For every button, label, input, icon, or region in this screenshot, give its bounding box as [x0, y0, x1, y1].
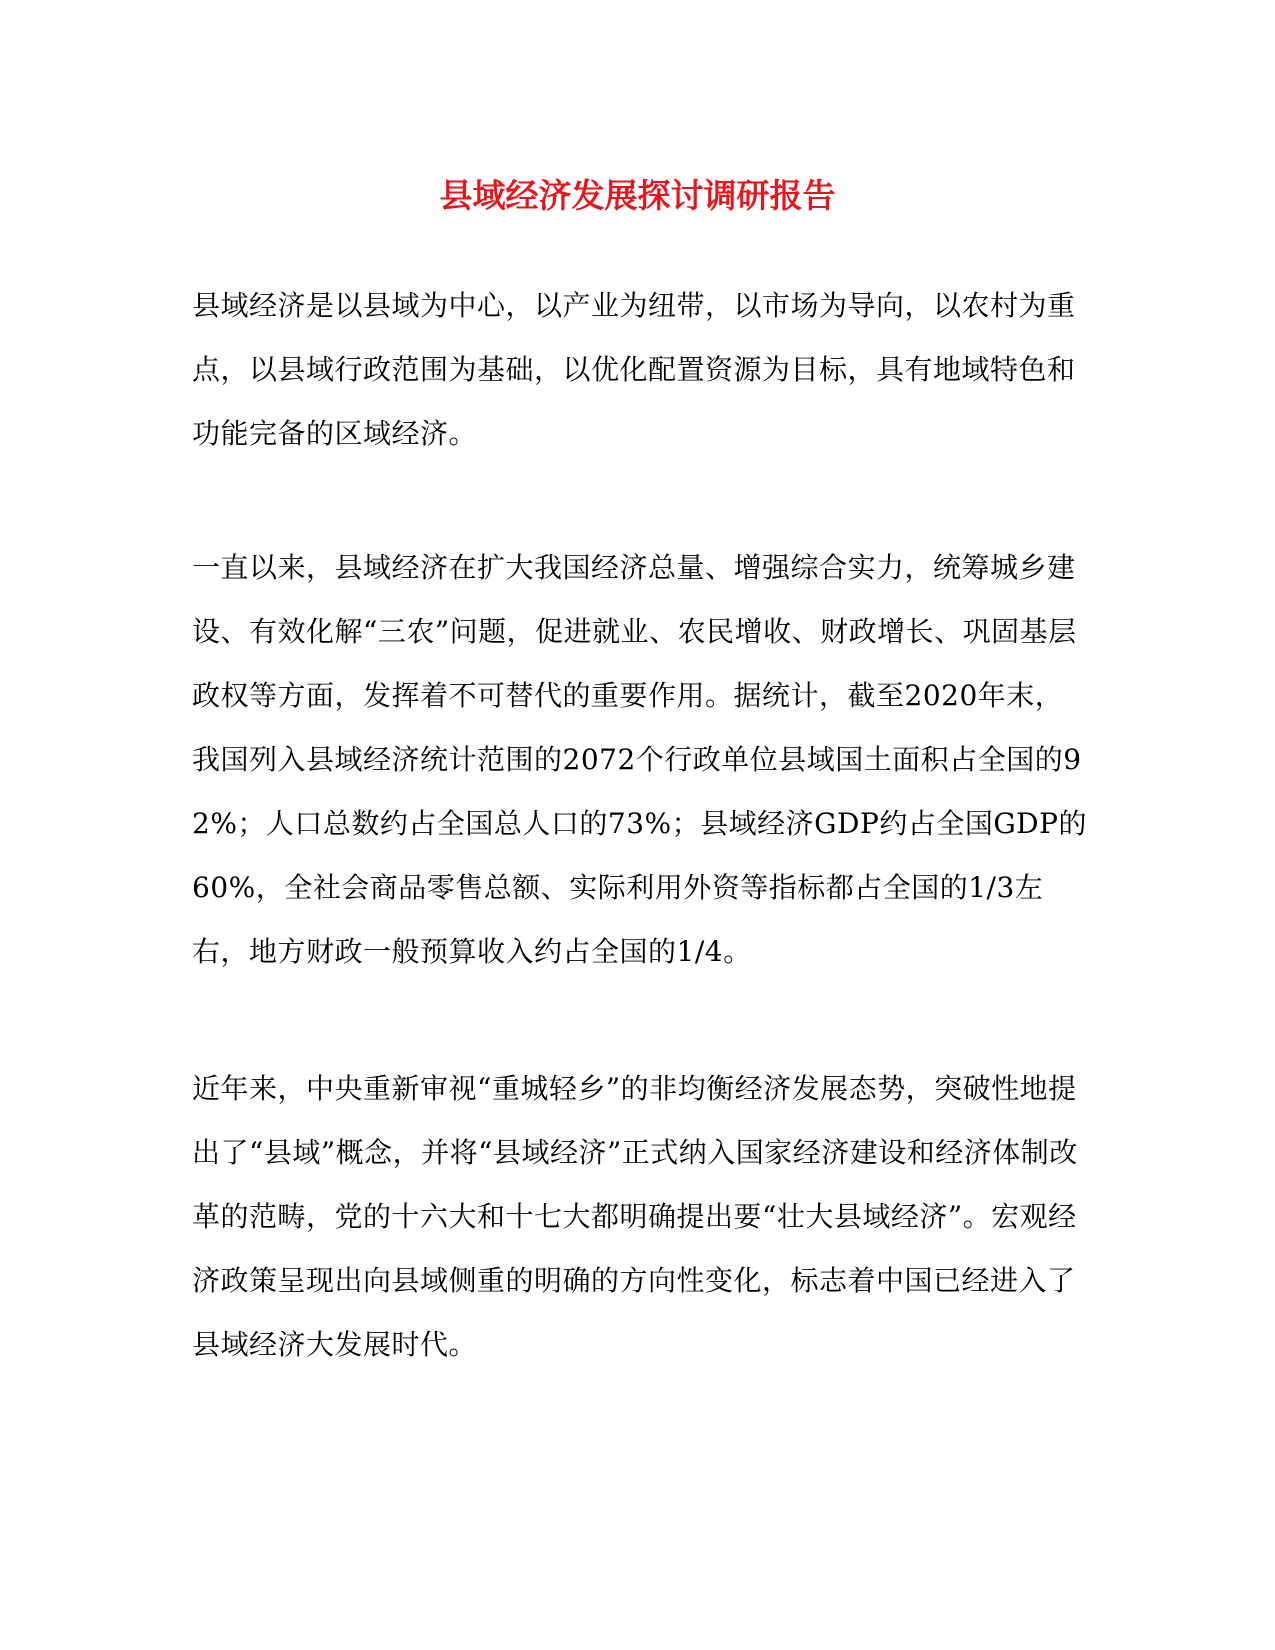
paragraph-intro: 县域经济是以县域为中心，以产业为纽带，以市场为导向，以农村为重点，以县域行政范围为基础，以优化配置资源为目标，具有地域特色和功能完备的区域经济。 [192, 289, 1076, 450]
paragraph-policy: 近年来，中央重新审视“重城轻乡”的非均衡经济发展态势，突破性地提出了“县域”概念，并将“县域经济”正式纳入国家经济建设和经济体制改革的范畴，党的十六大和十七大都明确提出要“壮大县域经济”。宏观经济政策呈现出向县域侧重的明确的方向性变化，标志着中国已经进入了县域经济大发展时代。 [192, 1072, 1078, 1361]
document-title: 县域经济发展探讨调研报告 [439, 176, 836, 215]
paragraph-statistics: 一直以来，县域经济在扩大我国经济总量、增强综合实力，统筹城乡建设、有效化解“三农”问题，促进就业、农民增收、财政增长、巩固基层政权等方面，发挥着不可替代的重要作用。据统计，截至2020年末，我国列入县域经济统计范围的2072个行政单位县域国土面积占全国的92%；人口总数约占全国总人口的73%；县域经济GDP约占全国GDP的60%，全社会商品零售总额、实际利用外资等指标都占全国的1/3左右，地方财政一般预算收入约占全国的1/4。 [192, 551, 1087, 968]
